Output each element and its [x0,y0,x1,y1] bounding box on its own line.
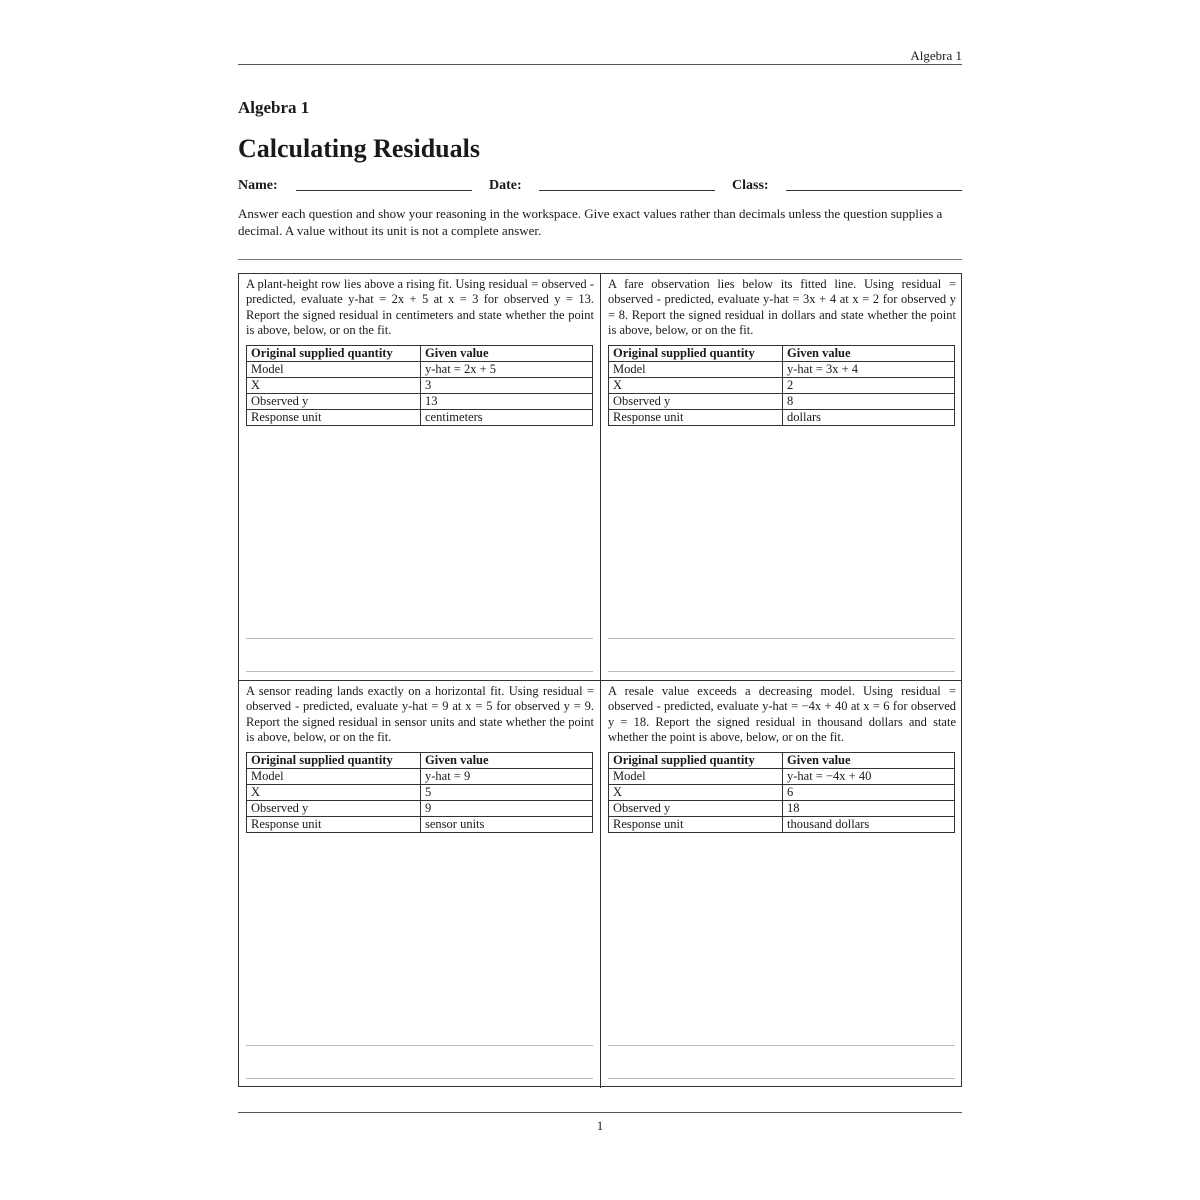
given-values-table [608,345,955,426]
answer-line[interactable] [246,638,593,639]
table-header-quantity: Original supplied quantity [609,346,783,362]
table-row [609,785,955,801]
given-values-table [608,752,955,833]
question-card [239,681,601,1088]
row-label: Observed y [247,801,421,817]
row-value: 5 [421,785,593,801]
table-header-quantity: Original supplied quantity [247,346,421,362]
answer-line[interactable] [608,1078,955,1079]
table-row [609,394,955,410]
row-label: Response unit [609,410,783,426]
answer-line[interactable] [608,638,955,639]
table-row [609,801,955,817]
question-prompt: A plant-height row lies above a rising fit. Using residual = observed - predicted, evaluate y-hat = 2x + 5 at x = 3 for observed y = 13. Report the signed residual in centimeters and state whether the point is above, below, or on the fit. [246,277,594,337]
row-label: X [609,378,783,394]
question-prompt: A sensor reading lands exactly on a horizontal fit. Using residual = observed - predicted, evaluate y-hat = 9 at x = 5 for observed y = 9. Report the signed residual in sensor units and state whether the point is above, below, or on the fit. [246,684,594,744]
table-header-quantity: Original supplied quantity [609,753,783,769]
answer-line[interactable] [608,1045,955,1046]
student-info-fields [238,176,962,196]
header-rule [238,64,962,65]
row-label: Response unit [609,817,783,833]
instructions: Answer each question and show your reasoning in the workspace. Give exact values rather than decimals unless the question supplies a decimal. A value without its unit is not a complete answer. [238,206,943,238]
row-label: Observed y [609,394,783,410]
question-grid [238,273,962,1087]
name-label: Name: [238,178,278,193]
row-value: 13 [421,394,593,410]
row-label: Observed y [247,394,421,410]
row-label: Response unit [247,410,421,426]
row-value: 3 [421,378,593,394]
row-value: y-hat = −4x + 40 [783,769,955,785]
answer-line[interactable] [608,671,955,672]
given-values-table [246,345,593,426]
given-values-table [246,752,593,833]
table-row [247,817,593,833]
row-value: centimeters [421,410,593,426]
table-header-value: Given value [421,346,593,362]
table-row [609,362,955,378]
row-label: Model [609,362,783,378]
table-header-value: Given value [783,346,955,362]
table-header-value: Given value [783,753,955,769]
row-value: 8 [783,394,955,410]
row-value: dollars [783,410,955,426]
table-row [609,769,955,785]
question-prompt: A resale value exceeds a decreasing model. Using residual = observed - predicted, evaluate y-hat = −4x + 40 at x = 6 for observed y = 18. Report the signed residual in thousand dollars and state whether the point is above, below, or on the fit. [608,684,956,744]
footer-rule [238,1112,962,1113]
table-row [247,410,593,426]
date-field[interactable] [539,190,715,191]
table-row [609,378,955,394]
row-value: y-hat = 2x + 5 [421,362,593,378]
row-value: thousand dollars [783,817,955,833]
row-value: y-hat = 9 [421,769,593,785]
row-label: Model [609,769,783,785]
table-header-quantity: Original supplied quantity [247,753,421,769]
question-card [601,274,962,681]
question-prompt: A fare observation lies below its fitted line. Using residual = observed - predicted, evaluate y-hat = 3x + 4 at x = 2 for observed y = 8. Report the signed residual in dollars and state whether the point is above, below, or on the fit. [608,277,956,337]
table-row [247,785,593,801]
row-value: 6 [783,785,955,801]
row-label: Observed y [609,801,783,817]
row-label: X [247,378,421,394]
table-header-value: Given value [421,753,593,769]
row-value: 9 [421,801,593,817]
page-number: 1 [596,1118,604,1133]
table-row [247,378,593,394]
row-label: X [609,785,783,801]
course-title: Algebra 1 [238,98,310,117]
name-field[interactable] [296,190,472,191]
row-label: Model [247,769,421,785]
row-label: X [247,785,421,801]
question-card [239,274,601,681]
table-row [247,769,593,785]
worksheet-title: Calculating Residuals [238,134,480,163]
question-card [601,681,962,1088]
running-header: Algebra 1 [910,48,962,63]
table-row [247,394,593,410]
table-row [247,362,593,378]
answer-line[interactable] [246,671,593,672]
row-label: Response unit [247,817,421,833]
answer-line[interactable] [246,1078,593,1079]
class-field[interactable] [786,190,962,191]
row-value: sensor units [421,817,593,833]
answer-line[interactable] [246,1045,593,1046]
date-label: Date: [489,178,522,193]
table-row [609,410,955,426]
row-label: Model [247,362,421,378]
table-row [247,801,593,817]
class-label: Class: [732,178,769,193]
row-value: y-hat = 3x + 4 [783,362,955,378]
section-rule [238,259,962,260]
row-value: 18 [783,801,955,817]
row-value: 2 [783,378,955,394]
table-row [609,817,955,833]
